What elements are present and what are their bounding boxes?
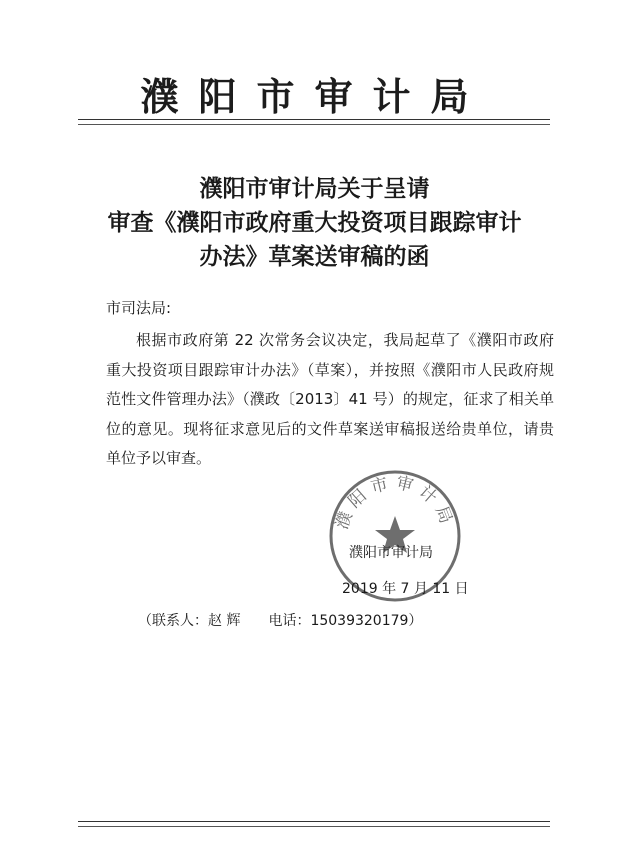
document-title-line-1: 濮阳市审计局关于呈请 xyxy=(199,175,430,202)
seal-text: 濮阳市审计局 xyxy=(332,472,458,533)
letter-date: 2019 年 7 月 11 日 xyxy=(342,581,469,597)
sender-name: 濮阳市审计局 xyxy=(349,545,433,561)
contact-line xyxy=(138,610,422,630)
letter-body xyxy=(106,326,554,474)
masthead-rule-thin xyxy=(78,124,550,125)
masthead-rule-thick xyxy=(78,119,550,120)
footer-rule-thin xyxy=(78,826,550,827)
body-paragraph: 根据市政府第 22 次常务会议决定，我局起草了《濮阳市政府重大投资项目跟踪审计办法》（草案），并按照《濮阳市人民政府规范性文件管理办法》（濮政〔2013〕41 号）的规定，征求了相关单位的意见。现将征求意见后的文件草案送审稿报送给贵单位，请贵单位予以审查。 xyxy=(106,331,554,467)
document-title-line-2: 审查《濮阳市政府重大投资项目跟踪审计 xyxy=(107,209,522,236)
contact-phone: 电话：15039320179） xyxy=(268,613,423,629)
footer-rule-thick xyxy=(78,821,550,822)
addressee: 市司法局: xyxy=(106,299,172,317)
masthead: 濮阳市审计局 xyxy=(140,74,489,119)
contact-person: （联系人：赵 辉 xyxy=(138,613,241,629)
document-title-line-3: 办法》草案送审稿的函 xyxy=(199,243,430,270)
